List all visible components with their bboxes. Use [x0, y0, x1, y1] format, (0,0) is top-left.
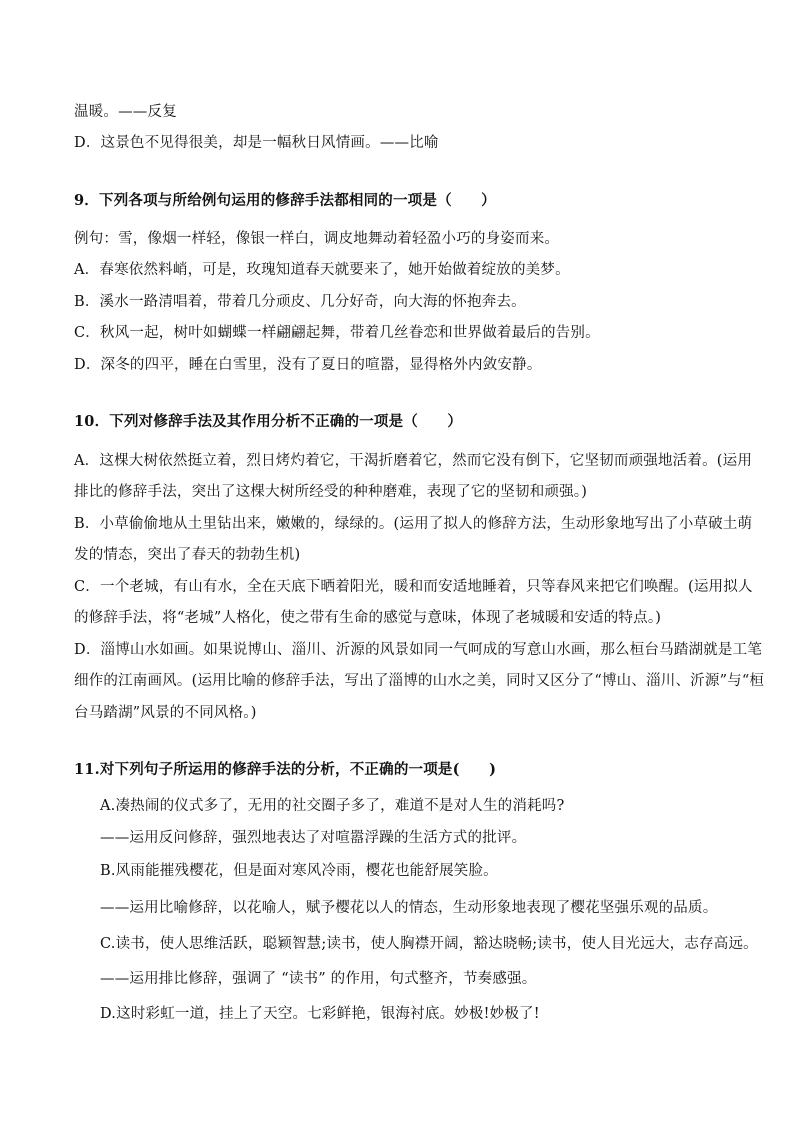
q11-option-c: C.读书，使人思维活跃，聪颖智慧;读书，使人胸襟开阔，豁达晓畅;读书，使人目光远大，志存高远。: [100, 936, 758, 952]
q11-question: 11.对下列句子所运用的修辞手法的分析，不正确的一项是( ): [74, 761, 497, 778]
q11-option-a-note: ——运用反问修辞，强烈地表达了对喧嚣浮躁的生活方式的批评。: [100, 830, 527, 846]
q9-question: 9．下列各项与所给例句运用的修辞手法都相同的一项是（ ）: [74, 192, 496, 209]
q10-option-a-line1: A．这棵大树依然挺立着，烈日烤灼着它，干渴折磨着它，然而它没有倒下，它坚韧而顽强地活着。(运用: [74, 453, 753, 469]
q10-option-a-line2: 排比的修辞手法，突出了这棵大树所经受的种种磨难，表现了它的坚韧和顽强。): [74, 484, 588, 500]
q9-option-b: B．溪水一路清唱着，带着几分顽皮、几分好奇，向大海的怀抱奔去。: [74, 294, 526, 310]
q8-option-c-tail: 温暖。——反复: [74, 104, 177, 120]
q10-option-d-line3: 台马踏湖”风景的不同风格。): [74, 705, 257, 721]
q10-option-d-line2: 细作的江南画风。(运用比喻的修辞手法，写出了淄博的山水之美，同时又区分了“博山、淄川、沂源”与“桓: [74, 673, 765, 689]
q11-option-c-note: ——运用排比修辞，强调了 “读书” 的作用，句式整齐，节奏感强。: [100, 971, 537, 987]
q10-option-d-line1: D．淄博山水如画。如果说博山、淄川、沂源的风景如同一气呵成的写意山水画，那么桓台马踏湖就是工笔: [74, 642, 763, 658]
q9-option-d: D．深冬的四平，睡在白雪里，没有了夏日的喧嚣，显得格外内敛安静。: [74, 357, 542, 373]
q8-option-d: D．这景色不见得很美，却是一幅秋日风情画。——比喻: [74, 135, 439, 151]
q11-option-d: D.这时彩虹一道，挂上了天空。七彩鲜艳，银海衬底。妙极!妙极了!: [100, 1006, 540, 1022]
q9-option-a: A．春寒依然料峭，可是，玫瑰知道春天就要来了，她开始做着绽放的美梦。: [74, 262, 570, 278]
q9-option-c: C．秋风一起，树叶如蝴蝶一样翩翩起舞，带着几丝眷恋和世界做着最后的告别。: [74, 325, 600, 341]
q11-option-b: B.风雨能摧残樱花，但是面对寒风冷雨，樱花也能舒展笑脸。: [100, 863, 498, 879]
q10-option-c-line1: C．一个老城，有山有水，全在天底下晒着阳光，暖和而安适地睡着，只等春风来把它们唤醒。(运用拟人: [74, 579, 753, 595]
q10-option-c-line2: 的修辞手法，将“老城”人格化，使之带有生命的感觉与意味，体现了老城暖和安适的特点。): [74, 610, 662, 626]
q10-option-b-line1: B．小草偷偷地从土里钻出来，嫩嫩的，绿绿的。(运用了拟人的修辞方法，生动形象地写出了小草破土萌: [74, 516, 753, 532]
q11-option-a: A.凑热闹的仪式多了，无用的社交圈子多了，难道不是对人生的消耗吗?: [100, 798, 565, 814]
q9-example: 例句：雪，像烟一样轻，像银一样白，调皮地舞动着轻盈小巧的身姿而来。: [74, 231, 560, 247]
q10-question: 10．下列对修辞手法及其作用分析不正确的一项是（ ）: [74, 413, 463, 430]
q11-option-b-note: ——运用比喻修辞，以花喻人，赋予樱花以人的情态，生动形象地表现了樱花坚强乐观的品质。: [100, 900, 718, 916]
q10-option-b-line2: 发的情态，突出了春天的勃勃生机): [74, 547, 301, 563]
